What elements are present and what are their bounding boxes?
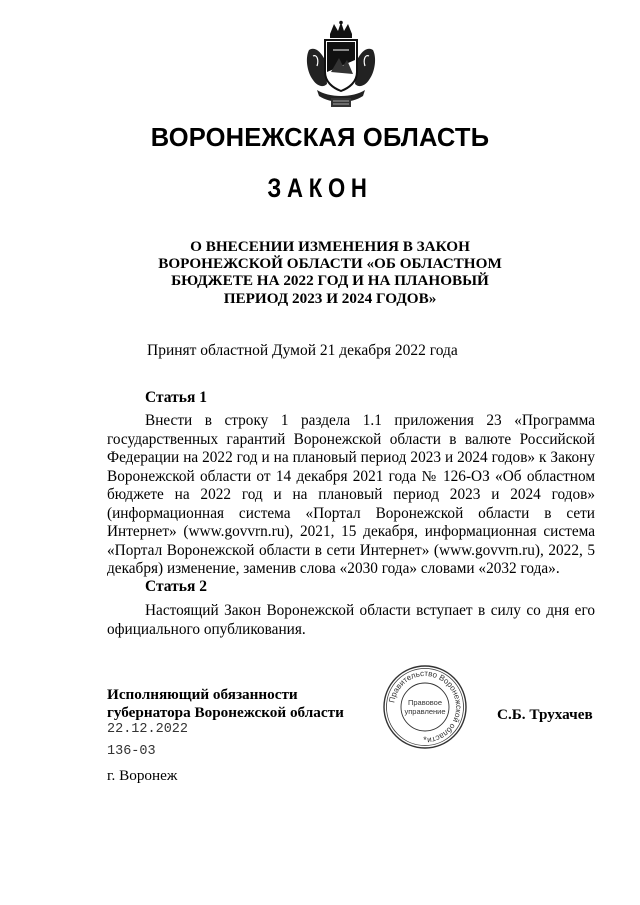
signatory-position-line: губернатора Воронежской области — [107, 704, 344, 721]
law-title — [150, 238, 510, 307]
seal-center-line: управление — [404, 707, 446, 716]
article-1-heading: Статья 1 — [145, 389, 207, 406]
signatory-position — [107, 686, 344, 722]
round-seal-icon — [382, 664, 468, 750]
region-heading: ВОРОНЕЖСКАЯ ОБЛАСТЬ — [150, 124, 490, 152]
article-2-heading: Статья 2 — [145, 578, 207, 595]
law-title-line: БЮДЖЕТЕ НА 2022 ГОД И НА ПЛАНОВЫЙ — [171, 272, 489, 290]
seal-ring-text: Правительство Воронежской области — [387, 668, 464, 745]
law-title-line: О ВНЕСЕНИИ ИЗМЕНЕНИЯ В ЗАКОН — [190, 238, 470, 255]
signatory-position-line: Исполняющий обязанности — [107, 686, 298, 703]
seal-star: * — [423, 735, 427, 745]
document-type: ЗАКОН — [267, 173, 373, 203]
article-1-text: Внести в строку 1 раздела 1.1 приложения 23 «Программа государственных гарантий Воронежской области в валюте Российской Федерации на 2022 год и на плановый период 2023 и 2024 годов» к Закону Воронежской области от 14 декабря 2021 года № 126-ОЗ «Об областном бюджете на 2022 год и на плановый период 2023 и 2024 годов» (информационная система «Портал Воронежской области в сети Интернет» (www.govvrn.ru), 2021, 15 декабря, информационная система «Портал Воронежской области в сети Интернет» (www.govvrn.ru), 2022, 5 декабря) изменение, заменив слова «2030 года» словами «2032 года». — [107, 412, 595, 577]
coat-of-arms-icon — [303, 20, 379, 110]
adoption-line: Принят областной Думой 21 декабря 2022 года — [147, 342, 458, 359]
seal-center-line: Правовое — [407, 698, 443, 707]
signing-date: 22.12.2022 — [107, 722, 189, 737]
signatory-name: С.Б. Трухачев — [497, 706, 593, 723]
law-title-line: ВОРОНЕЖСКОЙ ОБЛАСТИ «ОБ ОБЛАСТНОМ — [158, 255, 502, 273]
signing-city: г. Воронеж — [107, 767, 178, 784]
law-number: 136-03 — [107, 744, 156, 759]
law-title-line: ПЕРИОД 2023 И 2024 ГОДОВ» — [223, 289, 437, 307]
article-2-text: Настоящий Закон Воронежской области вступает в силу со дня его официального опубликования. — [107, 602, 595, 638]
